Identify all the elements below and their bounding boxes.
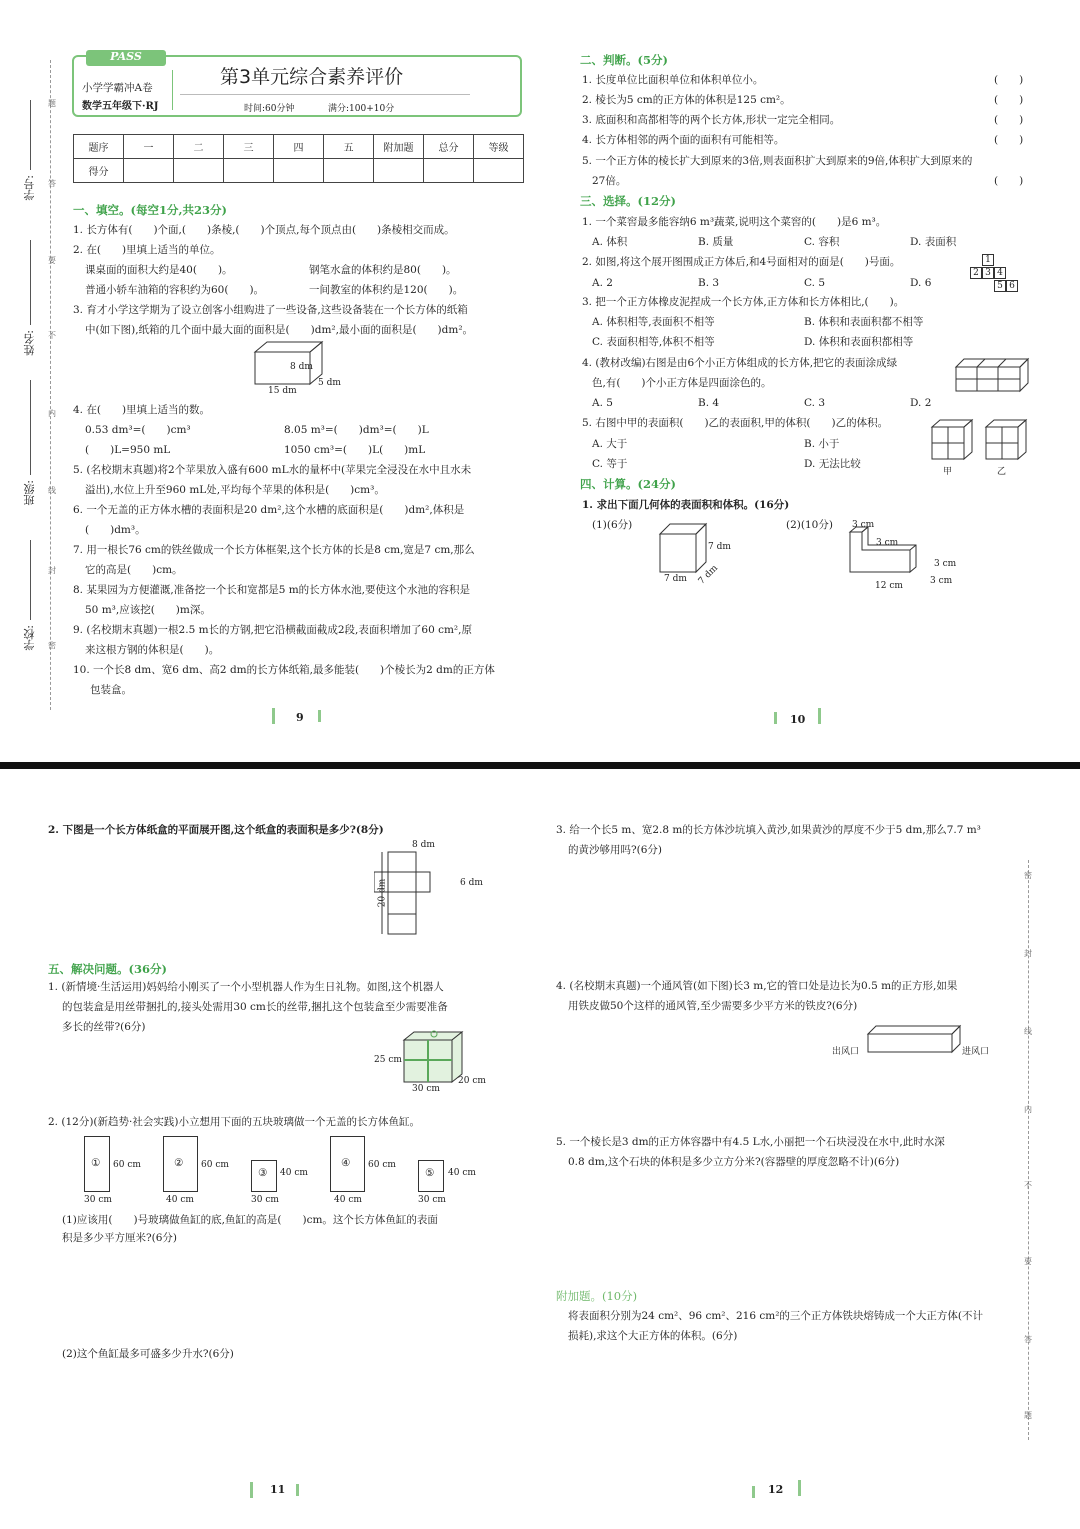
score-cell[interactable]	[474, 159, 524, 183]
question: 6. 一个无盖的正方体水槽的表面积是20 dm²,这个水槽的底面积是( )dm²,体积是	[73, 504, 465, 516]
calc-question: 2. 下图是一个长方体纸盒的平面展开图,这个纸盒的表面积是多少?(8分)	[48, 824, 384, 836]
dim-label: 20 dm	[377, 878, 388, 908]
page-number: 9	[296, 711, 304, 724]
option[interactable]: D. 2	[910, 397, 932, 409]
option[interactable]: C. 表面积相等,体积不相等	[592, 336, 715, 348]
page-11	[0, 770, 540, 1529]
margin-label-class: 班级:	[23, 480, 36, 506]
dim-label: 3 cm	[876, 538, 899, 548]
margin-label-school: 学校:	[23, 625, 36, 651]
question: 课桌面的面积大约是40( )。	[85, 264, 233, 276]
grade-label: 数学五年级下·RJ	[82, 101, 159, 112]
page-12	[540, 770, 1080, 1529]
section-extra: 附加题。(10分)	[556, 1289, 638, 1303]
score-header: 四	[274, 135, 324, 159]
problem: 多长的丝带?(6分)	[62, 1021, 146, 1033]
question: ( )L=950 mL	[85, 444, 171, 456]
figure-yi	[982, 417, 1032, 465]
question: 1050 cm³=( )L( )mL	[284, 444, 426, 456]
glass-number: ⑤	[425, 1167, 435, 1179]
answer-bracket[interactable]: ( )	[994, 114, 1024, 126]
margin-small: 内	[48, 409, 56, 418]
calc-sub: (1)(6分)	[592, 519, 633, 531]
judge-item: 5. 一个正方体的棱长扩大到原来的3倍,则表面积扩大到原来的9倍,体积扩大到原来的	[582, 155, 973, 167]
margin-small: 内	[1024, 1105, 1032, 1114]
answer-bracket[interactable]: ( )	[994, 134, 1024, 146]
question: 溢出),水位上升至960 mL处,平均每个苹果的体积是( )cm³。	[85, 484, 385, 496]
question: 10. 一个长8 dm、宽6 dm、高2 dm的长方体纸箱,最多能装( )个棱长为2 dm的正方体	[73, 664, 495, 676]
page-number: 12	[768, 1483, 784, 1496]
option[interactable]: C. 3	[804, 397, 826, 409]
problem: 5. 一个棱长是3 dm的正方体容器中有4.5 L水,小丽把一个石块浸没在水中,此时水深	[556, 1136, 945, 1148]
dim-label: 60 cm	[201, 1160, 229, 1170]
option[interactable]: A. 体积相等,表面积不相等	[592, 316, 715, 328]
choice-question: 2. 如图,将这个展开图围成正方体后,和4号面相对的面是( )号面。	[582, 256, 901, 268]
margin-small: 不	[48, 331, 56, 340]
dim-label: 40 cm	[334, 1195, 362, 1205]
margin-small: 要	[48, 256, 56, 265]
score-cell[interactable]	[124, 159, 174, 183]
question: 8. 某果园为方便灌溉,准备挖一个长和宽都是5 m的长方体水池,要使这个水池的容积是	[73, 584, 471, 596]
option[interactable]: A. 2	[592, 277, 613, 289]
question: 钢笔水盒的体积约是80( )。	[309, 264, 457, 276]
problem: 损耗),求这个大正方体的体积。(6分)	[568, 1330, 738, 1342]
question: 来这根方钢的体积是( )。	[85, 644, 220, 656]
option[interactable]: D. 体积和表面积都相等	[804, 336, 914, 348]
question: 9. (名校期末真题)一根2.5 m长的方钢,把它沿横截面截成2段,表面积增加了60 cm²,原	[73, 624, 472, 636]
option[interactable]: D. 6	[910, 277, 932, 289]
section-problems: 五、解决问题。(36分)	[48, 962, 167, 976]
choice-question: 5. 右图中甲的表面积( )乙的表面积,甲的体积( )乙的体积。	[582, 417, 889, 429]
score-header: 等级	[474, 135, 524, 159]
question: 0.53 dm³=( )cm³	[85, 424, 191, 436]
calc-sub: (2)(10分)	[786, 519, 833, 531]
choice-question: 色,有( )个小正方体是四面涂色的。	[592, 377, 772, 389]
margin-small: 题	[48, 99, 56, 108]
margin-small: 封	[48, 566, 56, 575]
page-number: 10	[790, 713, 806, 726]
question: 7. 用一根长76 cm的铁丝做成一个长方体框架,这个长方体的长是8 cm,宽是7 cm,那么	[73, 544, 475, 556]
page-10	[540, 0, 1080, 760]
dim-label: 15 dm	[268, 386, 297, 396]
score-cell[interactable]	[424, 159, 474, 183]
score-cell[interactable]	[274, 159, 324, 183]
margin-small: 密	[48, 641, 56, 650]
judge-item: 4. 长方体相邻的两个面的面积有可能相等。	[582, 134, 785, 146]
problem: 将表面积分别为24 cm²、96 cm²、216 cm²的三个正方体铁块熔铸成一个大正方体(不计	[568, 1310, 984, 1322]
dim-label: 30 cm	[418, 1195, 446, 1205]
score-cell[interactable]	[174, 159, 224, 183]
problem: 的包装盒是用丝带捆扎的,接头处需用30 cm长的丝带,捆扎这个包装盒至少需要准备	[62, 1001, 448, 1013]
margin-small: 线	[1024, 1027, 1032, 1036]
glass-number: ②	[174, 1157, 184, 1169]
margin-small: 题	[1024, 1411, 1032, 1420]
dim-label: 20 cm	[458, 1076, 486, 1086]
section-calc: 四、计算。(24分)	[580, 477, 676, 491]
dim-label: 8 dm	[290, 362, 313, 372]
score-header: 二	[174, 135, 224, 159]
question: 它的高是( )cm。	[85, 564, 183, 576]
option[interactable]: A. 5	[592, 397, 613, 409]
margin-small: 密	[1024, 871, 1032, 880]
question: 2. 在( )里填上适当的单位。	[73, 244, 221, 256]
section-fill-blank: 一、填空。(每空1分,共23分)	[73, 203, 227, 217]
margin-small: 答	[48, 179, 56, 188]
option[interactable]: D. 无法比较	[804, 458, 861, 470]
judge-item: 3. 底面积和高都相等的两个长方体,形状一定完全相同。	[582, 114, 841, 126]
dim-label: 40 cm	[448, 1168, 476, 1178]
full-score-label: 满分:100+10分	[328, 104, 395, 114]
score-header: 五	[324, 135, 374, 159]
margin-small: 要	[1024, 1257, 1032, 1266]
dim-label: 30 cm	[412, 1084, 440, 1094]
option[interactable]: B. 4	[698, 397, 720, 409]
cuboid-figure	[952, 355, 1032, 395]
l-shape-figure	[842, 526, 942, 582]
score-header: 题序	[74, 135, 124, 159]
glass-number: ③	[258, 1167, 268, 1179]
question: 普通小轿车油箱的容积约为60( )。	[85, 284, 265, 296]
page-number: 11	[270, 1483, 286, 1496]
dim-label: 60 cm	[113, 1160, 141, 1170]
dim-label: 8 dm	[412, 840, 435, 850]
option[interactable]: B. 质量	[698, 236, 734, 248]
dim-label: 40 cm	[280, 1168, 308, 1178]
score-header: 附加题	[374, 135, 424, 159]
page-divider	[0, 762, 1080, 769]
dim-label: 25 cm	[374, 1055, 402, 1065]
calc-question: 1. 求出下面几何体的表面积和体积。(16分)	[582, 499, 790, 511]
score-header: 一	[124, 135, 174, 159]
problem: 2. (12分)(新趋势·社会实践)小立想用下面的五块玻璃做一个无盖的长方体鱼缸。	[48, 1116, 420, 1128]
question: 5. (名校期末真题)将2个苹果放入盛有600 mL水的量杯中(苹果完全浸没在水中且水未	[73, 464, 472, 476]
margin-small: 封	[1024, 949, 1032, 958]
option[interactable]: C. 5	[804, 277, 826, 289]
dim-label: 7 dm	[708, 542, 731, 552]
problem: 的黄沙够用吗?(6分)	[568, 844, 663, 856]
judge-item: 27倍。	[592, 175, 627, 187]
dim-label: 12 cm	[875, 581, 903, 591]
vent-pipe-figure	[860, 1022, 970, 1058]
dim-label: 40 cm	[166, 1195, 194, 1205]
score-table	[73, 134, 524, 183]
judge-item: 2. 棱长为5 cm的正方体的体积是125 cm²。	[582, 94, 791, 106]
vent-label-in: 进风口	[962, 1047, 990, 1057]
option[interactable]: A. 体积	[592, 236, 628, 248]
time-label: 时间:60分钟	[244, 104, 295, 114]
problem: 3. 给一个长5 m、宽2.8 m的长方体沙坑填入黄沙,如果黄沙的厚度不少于5 dm,那么7.7 m³	[556, 824, 981, 836]
score-cell[interactable]	[324, 159, 374, 183]
margin-label-xuehao: 学号:	[23, 175, 36, 201]
problem: 0.8 dm,这个石块的体积是多少立方分米?(容器壁的厚度忽略不计)(6分)	[568, 1156, 900, 1168]
page-9	[0, 0, 540, 760]
question: 3. 育才小学这学期为了设立创客小组购进了一些设备,这些设备装在一个长方体的纸箱	[73, 304, 468, 316]
question: 中(如下图),纸箱的几个面中最大面的面积是( )dm²,最小面的面积是( )dm²。	[85, 324, 474, 336]
dim-label: 30 cm	[251, 1195, 279, 1205]
dim-label: 3 cm	[852, 520, 875, 530]
glass-number: ④	[341, 1157, 351, 1169]
score-header: 总分	[424, 135, 474, 159]
problem: 4. (名校期末真题)一个通风管(如下图)长3 m,它的管口处是边长为0.5 m的正方形,如果	[556, 980, 958, 992]
problem-sub: 积是多少平方厘米?(6分)	[62, 1232, 178, 1244]
dim-label: 3 cm	[934, 559, 957, 569]
question: ( )dm³。	[85, 524, 146, 536]
question: 4. 在( )里填上适当的数。	[73, 404, 211, 416]
dim-label: 30 cm	[84, 1195, 112, 1205]
score-row-label: 得分	[74, 159, 124, 183]
dim-label: 7 dm	[664, 574, 687, 584]
cube-net: 1 2 3 4 5 6	[968, 254, 1028, 294]
judge-item: 1. 长度单位比面积单位和体积单位小。	[582, 74, 764, 86]
dim-label: 3 cm	[930, 576, 953, 586]
question: 50 m³,应该挖( )m深。	[85, 604, 211, 616]
score-cell[interactable]	[374, 159, 424, 183]
figure-label: 甲	[943, 467, 953, 477]
choice-question: 3. 把一个正方体橡皮泥捏成一个长方体,正方体和长方体相比,( )。	[582, 296, 905, 308]
margin-label-name: 姓名:	[23, 330, 36, 356]
dim-label: 5 dm	[318, 378, 341, 388]
margin-small: 线	[48, 486, 56, 495]
problem-sub: (1)应该用( )号玻璃做鱼缸的底,鱼缸的高是( )cm。这个长方体鱼缸的表面	[62, 1214, 438, 1226]
figure-label: 乙	[997, 467, 1007, 477]
option[interactable]: C. 容积	[804, 236, 840, 248]
pass-logo: PASS	[86, 50, 166, 66]
option[interactable]: A. 大于	[592, 438, 628, 450]
answer-bracket[interactable]: ( )	[994, 74, 1024, 86]
series-name: 小学学霸冲A卷	[82, 82, 153, 94]
section-judge: 二、判断。(5分)	[580, 53, 668, 67]
question: 一间教室的体积约是120( )。	[309, 284, 464, 296]
score-cell[interactable]	[224, 159, 274, 183]
margin-small: 答	[1024, 1335, 1032, 1344]
option[interactable]: B. 小于	[804, 438, 840, 450]
answer-bracket[interactable]: ( )	[994, 175, 1024, 187]
figure-jia	[928, 417, 978, 465]
score-header: 三	[224, 135, 274, 159]
question: 1. 长方体有( )个面,( )条棱,( )个顶点,每个顶点由( )条棱相交而成。	[73, 224, 455, 236]
answer-bracket[interactable]: ( )	[994, 94, 1024, 106]
problem: 用铁皮做50个这样的通风管,至少需要多少平方米的铁皮?(6分)	[568, 1000, 858, 1012]
option[interactable]: D. 表面积	[910, 236, 957, 248]
question: 8.05 m³=( )dm³=( )L	[284, 424, 429, 436]
question: 包装盒。	[90, 684, 132, 696]
margin-small: 不	[1024, 1181, 1032, 1190]
choice-question: 4. (教材改编)右图是由6个小正方体组成的长方体,把它的表面涂成绿	[582, 357, 898, 369]
dim-label: 6 dm	[460, 878, 483, 888]
problem-sub: (2)这个鱼缸最多可盛多少升水?(6分)	[62, 1348, 234, 1360]
option[interactable]: C. 等于	[592, 458, 628, 470]
unfolded-box-figure	[374, 842, 464, 942]
option[interactable]: B. 3	[698, 277, 720, 289]
page-title: 第3单元综合素养评价	[220, 66, 404, 88]
choice-question: 1. 一个菜窖最多能容纳6 m³蔬菜,说明这个菜窖的( )是6 m³。	[582, 216, 887, 228]
problem: 1. (新情境·生活运用)妈妈给小刚买了一个小型机器人作为生日礼物。如图,这个机器人	[48, 981, 444, 993]
section-choice: 三、选择。(12分)	[580, 194, 676, 208]
option[interactable]: B. 体积和表面积都不相等	[804, 316, 924, 328]
dim-label: 7 dm	[696, 563, 721, 587]
glass-number: ①	[91, 1157, 101, 1169]
vent-label-out: 出风口	[832, 1047, 860, 1057]
dim-label: 60 cm	[368, 1160, 396, 1170]
